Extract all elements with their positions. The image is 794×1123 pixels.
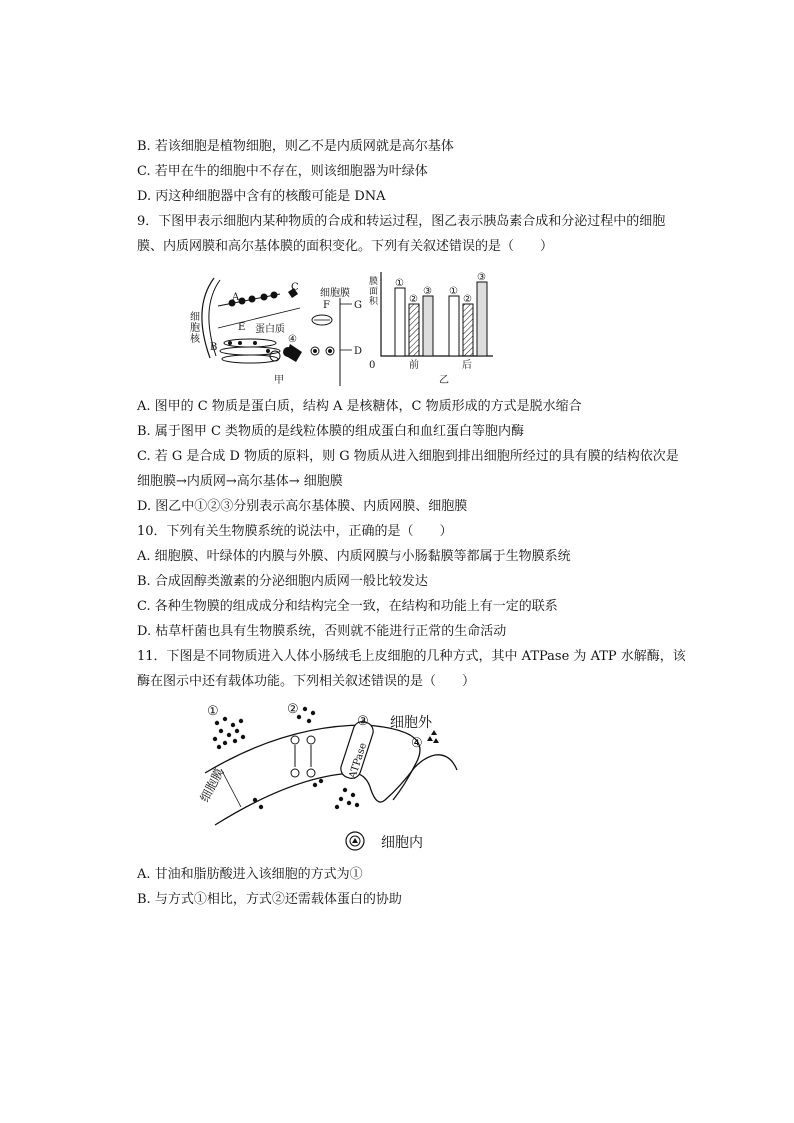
label-c: C — [291, 282, 299, 293]
q9-figure-jia — [180, 268, 370, 390]
bar-after-3-label: ③ — [477, 272, 486, 283]
marker-1: ① — [207, 704, 219, 719]
q9-option-c-line1: C. 若 G 是合成 D 物质的原料，则 G 物质从进入细胞到排出细胞所经过的具有膜的结构依次是 — [137, 449, 679, 464]
q9-figure-yi — [365, 268, 500, 390]
q9-option-b: B. 属于图甲 C 类物质的是线粒体膜的组成蛋白和血红蛋白等胞内酶 — [137, 424, 525, 439]
q11-option-a: A. 甘油和脂肪酸进入该细胞的方式为① — [137, 867, 363, 882]
label-d: D — [354, 346, 363, 357]
q10-option-c: C. 各种生物膜的组成成分和结构完全一致，在结构和功能上有一定的联系 — [137, 599, 558, 614]
bar-after-2 — [463, 304, 473, 356]
group-before: 前 — [409, 360, 419, 371]
bar-before-3 — [423, 296, 433, 356]
q9-option-d: D. 图乙中①②③分别表示高尔基体膜、内质网膜、细胞膜 — [137, 499, 468, 514]
marker-3: ③ — [357, 714, 369, 729]
bar-after-1 — [449, 296, 459, 356]
svg-text:积: 积 — [369, 297, 379, 307]
label-f: F — [323, 300, 330, 311]
bar-before-1 — [395, 288, 405, 356]
yi-ylabel-group — [369, 275, 379, 307]
label-a: A — [232, 292, 240, 303]
q9-option-c-line2: 细胞膜→内质网→高尔基体→ 细胞膜 — [137, 474, 343, 489]
dots-1 — [213, 717, 263, 809]
q11-figure — [195, 695, 465, 860]
label-cell-outside: 细胞外 — [390, 715, 432, 731]
bar-before-2-label: ② — [409, 294, 418, 305]
label-circle-4: ④ — [288, 334, 297, 345]
atpase-label: ATPase — [347, 741, 370, 780]
caption-jia: 甲 — [274, 375, 284, 386]
label-b: B — [210, 342, 218, 353]
q10-option-a: A. 细胞膜、叶绿体的内膜与外膜、内质网膜与小肠黏膜等都属于生物膜系统 — [137, 549, 571, 564]
label-cell-inside: 细胞内 — [381, 835, 423, 851]
label-protein: 蛋白质 — [255, 324, 285, 335]
bar-after-2-label: ② — [463, 294, 472, 305]
q10-stem: 10．下列有关生物膜系统的说法中，正确的是（ ） — [137, 524, 453, 539]
marker-4: ④ — [411, 736, 423, 751]
q10-option-d: D. 枯草杆菌也具有生物膜系统，否则就不能进行正常的生命活动 — [137, 624, 507, 639]
bar-before-2 — [409, 304, 419, 356]
bar-after-3 — [477, 282, 487, 356]
q8-option-c: C. 若甲在牛的细胞中不存在，则该细胞器为叶绿体 — [137, 164, 428, 179]
group-after: 后 — [462, 360, 472, 371]
marker-2: ② — [287, 702, 299, 717]
q11-stem-line1: 11．下图是不同物质进入人体小肠绒毛上皮细胞的几种方式，其中 ATPase 为 ATP 水解酶，该 — [137, 649, 686, 664]
q9-stem-line1: 9．下图甲表示细胞内某种物质的合成和转运过程，图乙表示胰岛素合成和分泌过程中的细胞 — [137, 214, 666, 229]
label-nucleus-3: 核 — [190, 334, 200, 345]
dots-3 — [335, 788, 359, 809]
label-cell-membrane: 细胞膜 — [320, 288, 350, 299]
caption-yi: 乙 — [439, 375, 449, 386]
q11-option-b: B. 与方式①相比，方式②还需载体蛋白的协助 — [137, 892, 402, 907]
bar-before-3-label: ③ — [423, 286, 432, 297]
label-nucleus-2: 胞 — [190, 323, 200, 334]
svg-text:面: 面 — [369, 287, 379, 297]
q10-option-b: B. 合成固醇类激素的分泌细胞内质网一般比较发达 — [137, 574, 428, 589]
svg-text:膜: 膜 — [369, 277, 379, 287]
yi-origin: 0 — [369, 360, 376, 371]
q8-option-b: B. 若该细胞是植物细胞，则乙不是内质网就是高尔基体 — [137, 139, 454, 154]
label-g: G — [354, 300, 362, 311]
label-cell-membrane: 细胞膜 — [197, 766, 227, 805]
carrier-2 — [291, 707, 323, 787]
q9-option-a: A. 图甲的 C 物质是蛋白质，结构 A 是核糖体，C 物质形成的方式是脱水缩合 — [137, 399, 582, 414]
bar-before-1-label: ① — [395, 278, 404, 289]
label-nucleus-1: 细 — [190, 312, 200, 323]
q9-stem-line2: 膜、内质网膜和高尔基体膜的面积变化。下列有关叙述错误的是（ ） — [137, 239, 554, 254]
bar-after-1-label: ① — [449, 286, 458, 297]
q11-stem-line2: 酶在图示中还有载体功能。下列相关叙述错误的是（ ） — [137, 674, 476, 689]
q8-option-d: D. 丙这种细胞器中含有的核酸可能是 DNA — [137, 189, 386, 204]
label-e: E — [238, 322, 246, 333]
